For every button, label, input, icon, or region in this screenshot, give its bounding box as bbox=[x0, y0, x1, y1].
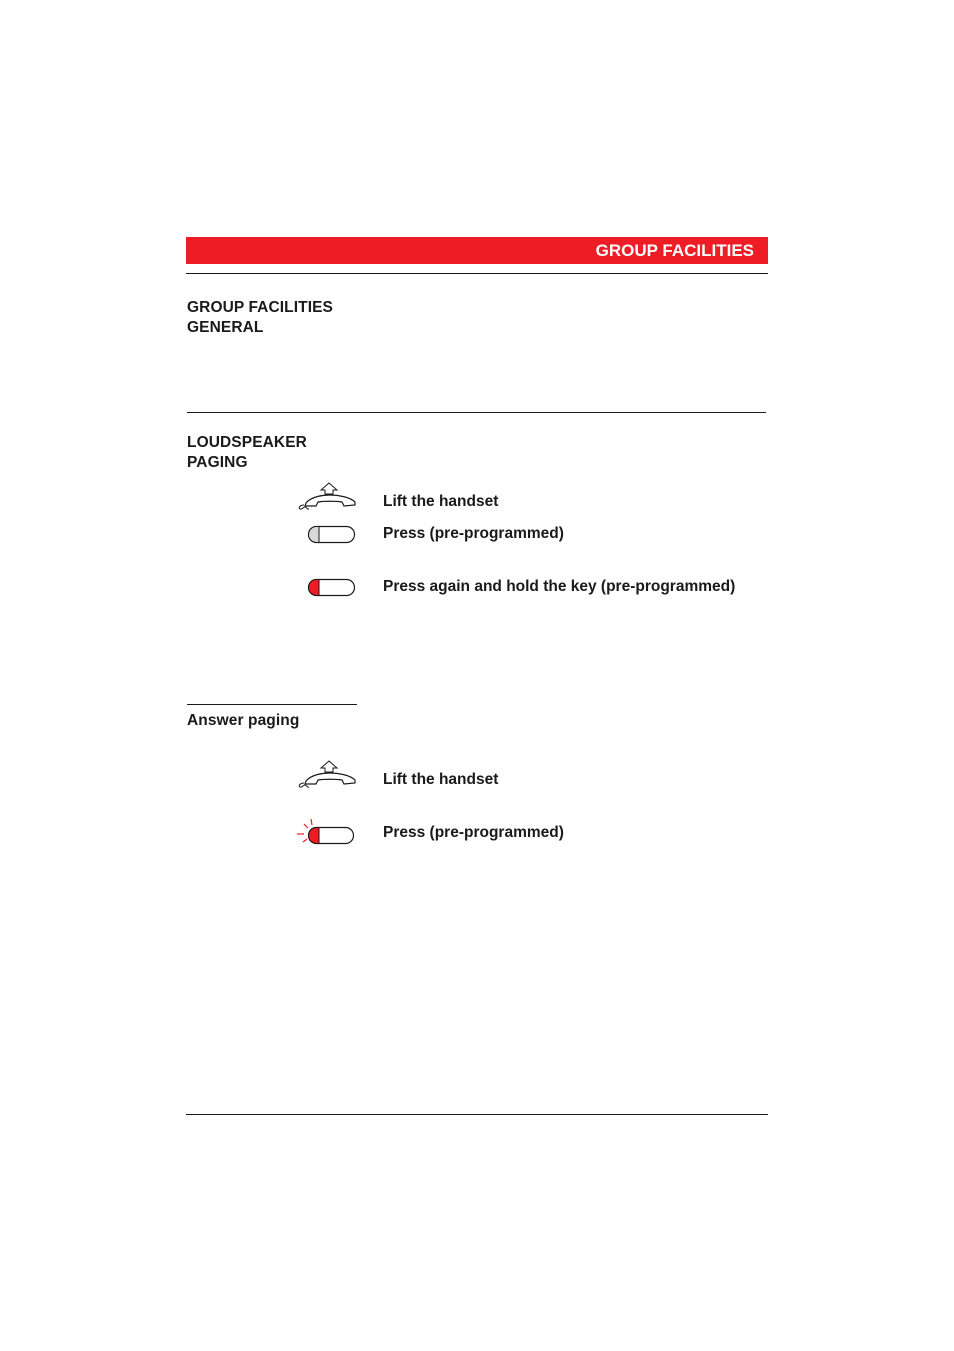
step-press-and-hold: Press again and hold the key (pre-programmed) bbox=[383, 578, 736, 595]
general-heading-line2: GENERAL bbox=[187, 319, 264, 336]
key-icon bbox=[307, 525, 357, 545]
key-flashing-icon bbox=[295, 818, 357, 846]
step-press-key: Press (pre-programmed) bbox=[383, 525, 564, 542]
step-lift-handset: Lift the handset bbox=[383, 493, 499, 510]
general-heading bbox=[187, 298, 333, 338]
step-answer-lift-handset: Lift the handset bbox=[383, 771, 499, 788]
general-heading-line1: GROUP FACILITIES bbox=[187, 299, 333, 316]
footer-rule bbox=[186, 1114, 768, 1115]
key-lit-icon bbox=[307, 578, 357, 598]
handset-lift-icon bbox=[296, 481, 358, 511]
step-answer-press-key: Press (pre-programmed) bbox=[383, 824, 564, 841]
loudspeaker-paging-heading bbox=[187, 433, 307, 473]
answer-paging-rule bbox=[187, 704, 357, 705]
section-divider bbox=[187, 412, 766, 413]
section-banner bbox=[186, 237, 768, 264]
banner-title: GROUP FACILITIES bbox=[595, 241, 754, 260]
handset-lift-icon bbox=[296, 759, 358, 789]
loudspeaker-heading-line2: PAGING bbox=[187, 454, 248, 471]
loudspeaker-heading-line1: LOUDSPEAKER bbox=[187, 434, 307, 451]
answer-paging-heading: Answer paging bbox=[187, 712, 300, 729]
header-rule bbox=[186, 273, 768, 274]
